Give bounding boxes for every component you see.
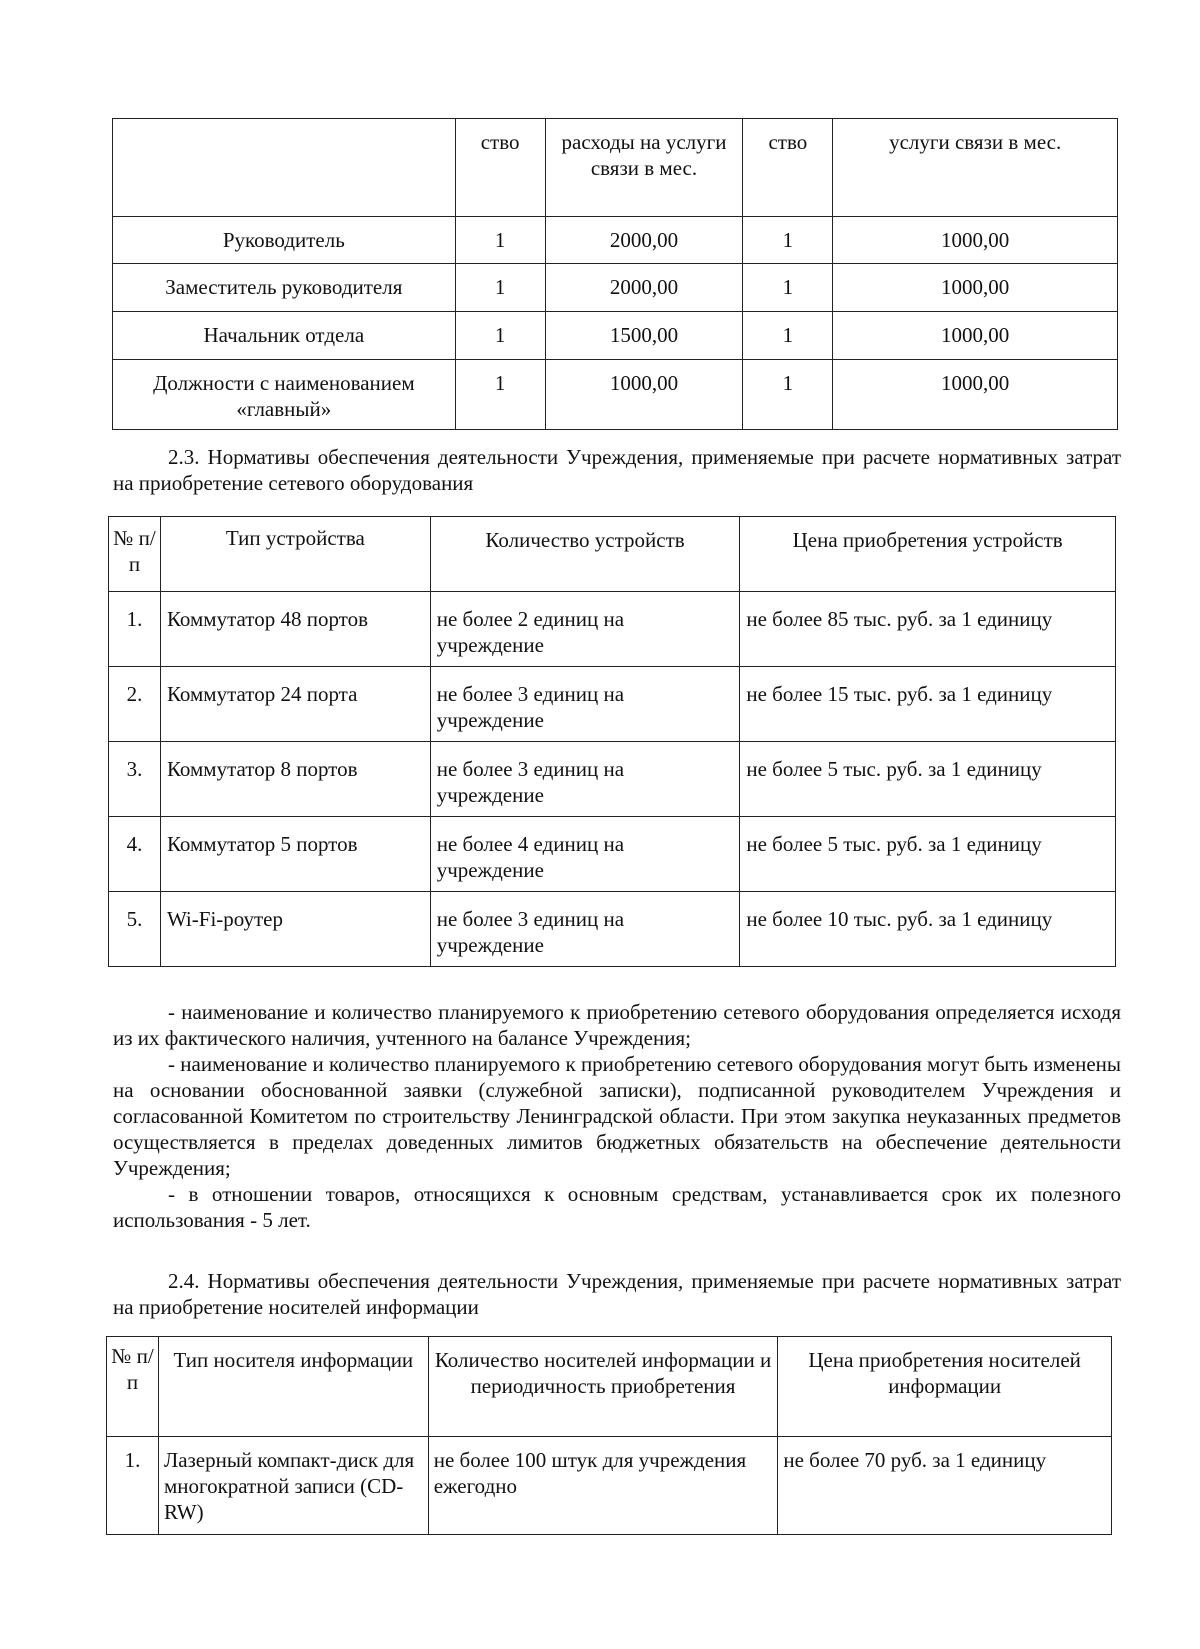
position-cell: Руководитель xyxy=(113,217,456,264)
header-cell-price: Цена приобретения носителей информации xyxy=(778,1337,1112,1437)
device-quantity: не более 3 единиц на учреждение xyxy=(430,892,740,967)
device-price: не более 10 тыс. руб. за 1 единицу xyxy=(740,892,1116,967)
row-number: 3. xyxy=(109,742,161,817)
row-number: 1. xyxy=(109,592,161,667)
device-type: Коммутатор 48 портов xyxy=(160,592,430,667)
header-cell-price: Цена приобретения устройств xyxy=(740,517,1116,592)
device-type: Wi-Fi-роутер xyxy=(160,892,430,967)
table-row xyxy=(107,1437,1112,1535)
amount-cell: 1000,00 xyxy=(545,360,743,430)
header-cell-type: Тип устройства xyxy=(160,517,430,592)
device-quantity: не более 3 единиц на учреждение xyxy=(430,742,740,817)
table-row xyxy=(113,360,1118,430)
count-cell: 1 xyxy=(455,312,545,360)
notes-block xyxy=(113,999,1121,1233)
amount-cell: 2000,00 xyxy=(545,264,743,312)
header-cell-quantity: Количество устройств xyxy=(430,517,740,592)
note-paragraph: - наименование и количество планируемого к приобретению сетевого оборудования могут быть изменены на основании обоснованной заявки (служебной записки), подписанной руководителем Учреждения и согласованной Комитетом по строительству Ленинградской области. При этом закупка неуказанных предметов осуществляется в пределах доведенных лимитов бюджетных обязательств на обеспечение деятельности Учреждения; xyxy=(113,1052,1121,1180)
row-number: 4. xyxy=(109,817,161,892)
device-type: Коммутатор 24 порта xyxy=(160,667,430,742)
device-price: не более 5 тыс. руб. за 1 единицу xyxy=(740,817,1116,892)
position-cell: Начальник отдела xyxy=(113,312,456,360)
table-header-row xyxy=(113,119,1118,217)
table-header-row xyxy=(109,517,1116,592)
media-quantity: не более 100 штук для учреждения ежегодно xyxy=(428,1437,778,1535)
table-row xyxy=(109,817,1116,892)
device-quantity: не более 3 единиц на учреждение xyxy=(430,667,740,742)
row-number: 5. xyxy=(109,892,161,967)
count-cell: 1 xyxy=(455,217,545,264)
section-2-3-heading: 2.3. Нормативы обеспечения деятельности Учреждения, применяемые при расчете нормативных затрат на приобретение сетевого оборудования xyxy=(113,445,1121,495)
table-row xyxy=(109,742,1116,817)
header-cell: расходы на услуги связи в мес. xyxy=(545,119,743,217)
amount-cell: 1000,00 xyxy=(833,312,1118,360)
table-row xyxy=(109,892,1116,967)
device-quantity: не более 4 единиц на учреждение xyxy=(430,817,740,892)
amount-cell: 1000,00 xyxy=(833,360,1118,430)
position-cell: Заместитель руководителя xyxy=(113,264,456,312)
device-type: Коммутатор 5 портов xyxy=(160,817,430,892)
count-cell: 1 xyxy=(455,360,545,430)
row-number: 1. xyxy=(107,1437,159,1535)
media-type: Лазерный компакт-диск для многократной записи (CD-RW) xyxy=(158,1437,428,1535)
device-type: Коммутатор 8 портов xyxy=(160,742,430,817)
amount-cell: 1000,00 xyxy=(833,264,1118,312)
note-paragraph: - наименование и количество планируемого к приобретению сетевого оборудования определяется исходя из их фактического наличия, учтенного на балансе Учреждения; xyxy=(113,1000,1121,1050)
table-row xyxy=(109,667,1116,742)
device-price: не более 5 тыс. руб. за 1 единицу xyxy=(740,742,1116,817)
table-row xyxy=(113,264,1118,312)
header-cell: ство xyxy=(455,119,545,217)
header-cell-number: № п/п xyxy=(107,1337,159,1437)
table-header-row xyxy=(107,1337,1112,1437)
table-row xyxy=(109,592,1116,667)
count-cell: 1 xyxy=(455,264,545,312)
position-cell: Должности с наименованием «главный» xyxy=(113,360,456,430)
header-cell xyxy=(113,119,456,217)
count-cell: 1 xyxy=(743,360,833,430)
amount-cell: 1500,00 xyxy=(545,312,743,360)
count-cell: 1 xyxy=(743,312,833,360)
table-row xyxy=(113,217,1118,264)
count-cell: 1 xyxy=(743,264,833,312)
header-cell-type: Тип носителя информации xyxy=(158,1337,428,1437)
network-equipment-table xyxy=(108,516,1116,967)
section-2-4-heading: 2.4. Нормативы обеспечения деятельности Учреждения, применяемые при расчете нормативных затрат на приобретение носителей информации xyxy=(113,1269,1121,1319)
header-cell: ство xyxy=(743,119,833,217)
count-cell: 1 xyxy=(743,217,833,264)
communication-expenses-table xyxy=(112,118,1118,430)
note-paragraph: - в отношении товаров, относящихся к основным средствам, устанавливается срок их полезного использования - 5 лет. xyxy=(113,1182,1121,1232)
device-price: не более 15 тыс. руб. за 1 единицу xyxy=(740,667,1116,742)
header-cell-number: № п/п xyxy=(109,517,161,592)
row-number: 2. xyxy=(109,667,161,742)
information-media-table xyxy=(106,1336,1112,1535)
amount-cell: 1000,00 xyxy=(833,217,1118,264)
header-cell-quantity: Количество носителей информации и периодичность приобретения xyxy=(428,1337,778,1437)
header-cell: услуги связи в мес. xyxy=(833,119,1118,217)
media-price: не более 70 руб. за 1 единицу xyxy=(778,1437,1112,1535)
device-quantity: не более 2 единиц на учреждение xyxy=(430,592,740,667)
device-price: не более 85 тыс. руб. за 1 единицу xyxy=(740,592,1116,667)
table-row xyxy=(113,312,1118,360)
amount-cell: 2000,00 xyxy=(545,217,743,264)
